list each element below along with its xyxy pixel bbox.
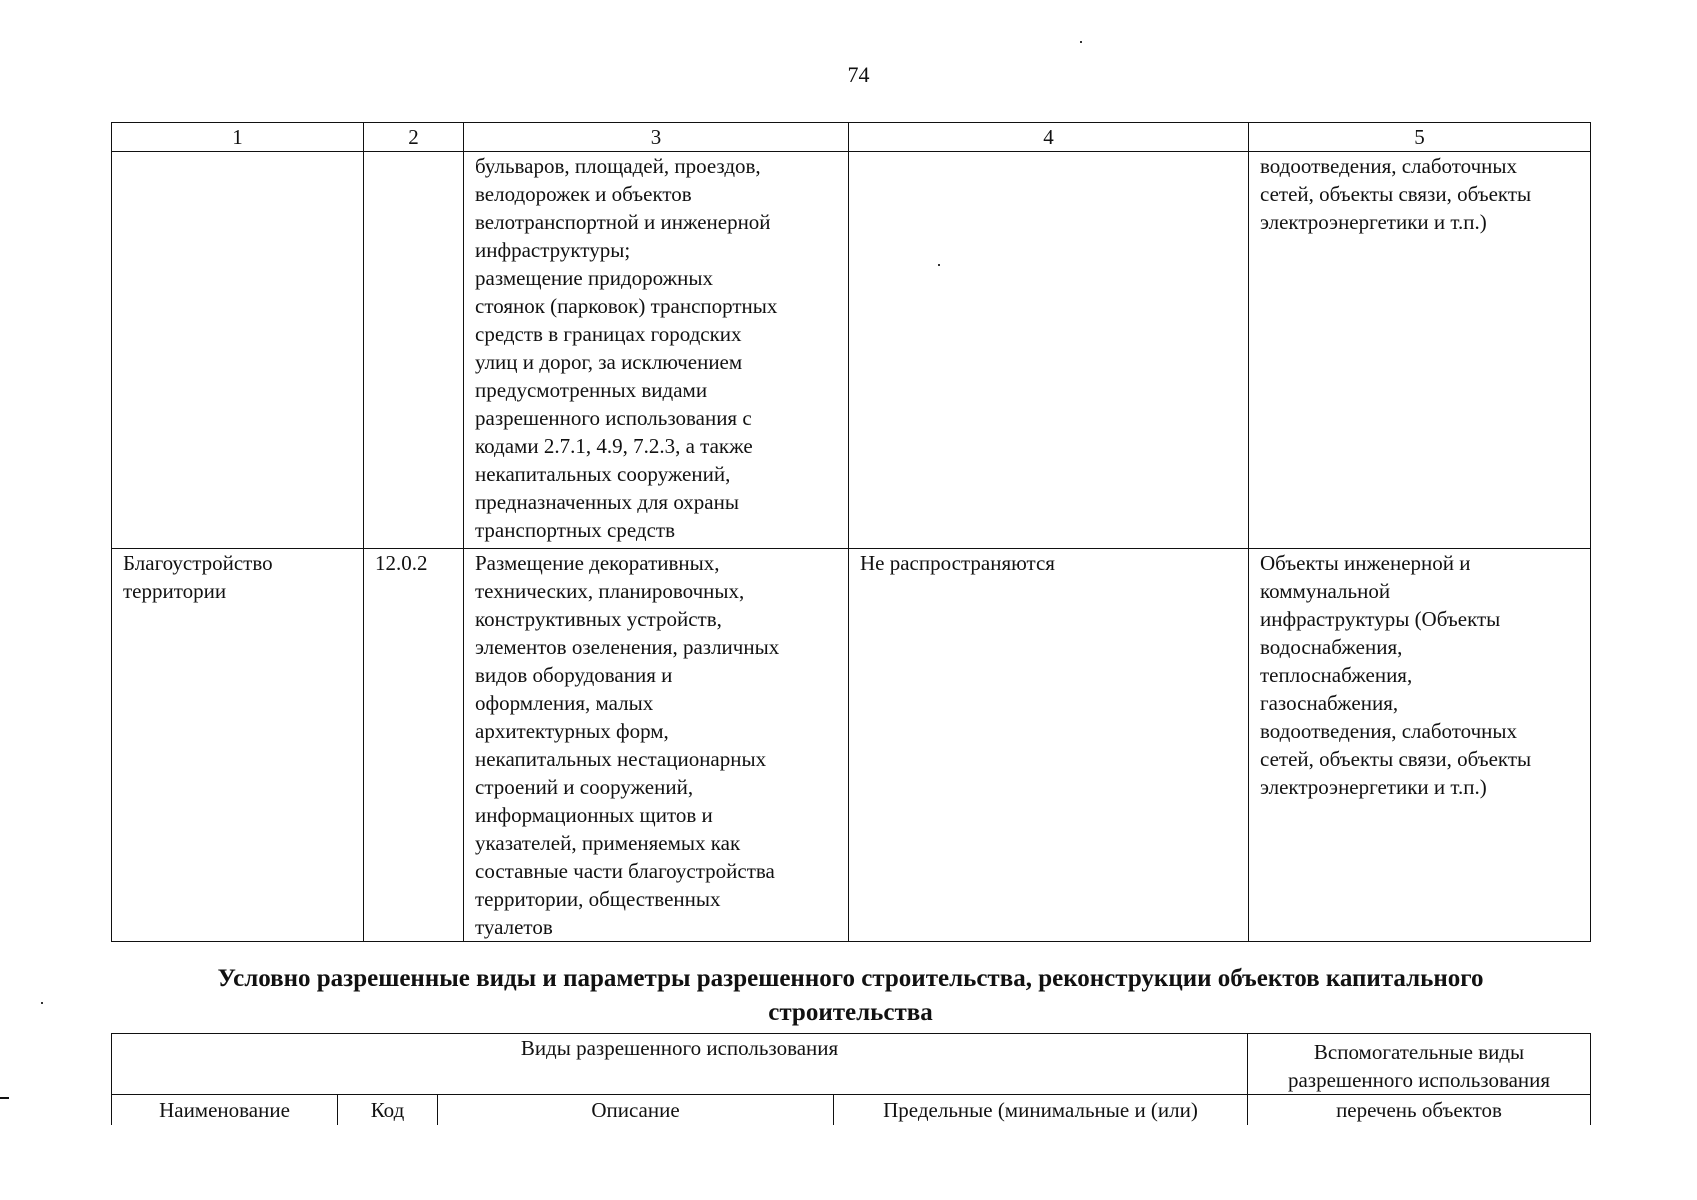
parameters-cell: Не распространяются [849, 549, 1249, 942]
parameters-cell [849, 152, 1249, 549]
auxiliary-uses-header: Вспомогательные виды разрешенного использования [1248, 1034, 1591, 1095]
code-column-header: Код [338, 1095, 438, 1126]
column-number-3: 3 [464, 123, 849, 152]
permitted-uses-header: Виды разрешенного использования [112, 1034, 1248, 1095]
parameters-column-header: Предельные (минимальные и (или) [834, 1095, 1248, 1126]
conditional-uses-table [111, 1033, 1591, 1125]
column-header-row [112, 1095, 1591, 1126]
description-column-header: Описание [438, 1095, 834, 1126]
table-row [112, 549, 1591, 942]
group-header-row [112, 1034, 1591, 1095]
use-name-cell [112, 152, 364, 549]
use-description-cell: бульваров, площадей, проездов, велодорожек и объектов велотранспортной и инженерной инфраструктуры; размещение придорожных стоянок (парковок) транспортных средств в границах городских улиц и дорог, за исключением предусмотренных видами разрешенного использования с кодами 2.7.1, 4.9, 7.2.3, а также некапитальных сооружений, предназначенных для охраны транспортных средств [464, 152, 849, 549]
objects-column-header: перечень объектов [1248, 1095, 1591, 1126]
use-code-cell [364, 152, 464, 549]
column-number-row [112, 123, 1591, 152]
use-name-cell: Благоустройство территории [112, 549, 364, 942]
scan-speck [1080, 41, 1082, 43]
table-row [112, 152, 1591, 549]
land-use-table [111, 122, 1591, 942]
auxiliary-uses-cell: водоотведения, слаботочных сетей, объекты связи, объекты электроэнергетики и т.п.) [1249, 152, 1591, 549]
scan-speck [41, 1002, 43, 1004]
column-number-5: 5 [1249, 123, 1591, 152]
section-title: Условно разрешенные виды и параметры разрешенного строительства, реконструкции объектов капитального строительства [217, 965, 1484, 1026]
auxiliary-uses-cell: Объекты инженерной и коммунальной инфраструктуры (Объекты водоснабжения, теплоснабжения, газоснабжения, водоотведения, слаботочных сетей, объекты связи, объекты электроэнергетики и т.п.) [1249, 549, 1591, 942]
column-number-2: 2 [364, 123, 464, 152]
use-code-cell: 12.0.2 [364, 549, 464, 942]
name-column-header: Наименование [112, 1095, 338, 1126]
page-number: 74 [847, 62, 870, 87]
column-number-4: 4 [849, 123, 1249, 152]
margin-mark [0, 1097, 9, 1099]
use-description-cell: Размещение декоративных, технических, планировочных, конструктивных устройств, элементов озеленения, различных видов оборудования и оформления, малых архитектурных форм, некапитальных нестационарных строений и сооружений, информационных щитов и указателей, применяемых как составные части благоустройства территории, общественных туалетов [464, 549, 849, 942]
column-number-1: 1 [112, 123, 364, 152]
